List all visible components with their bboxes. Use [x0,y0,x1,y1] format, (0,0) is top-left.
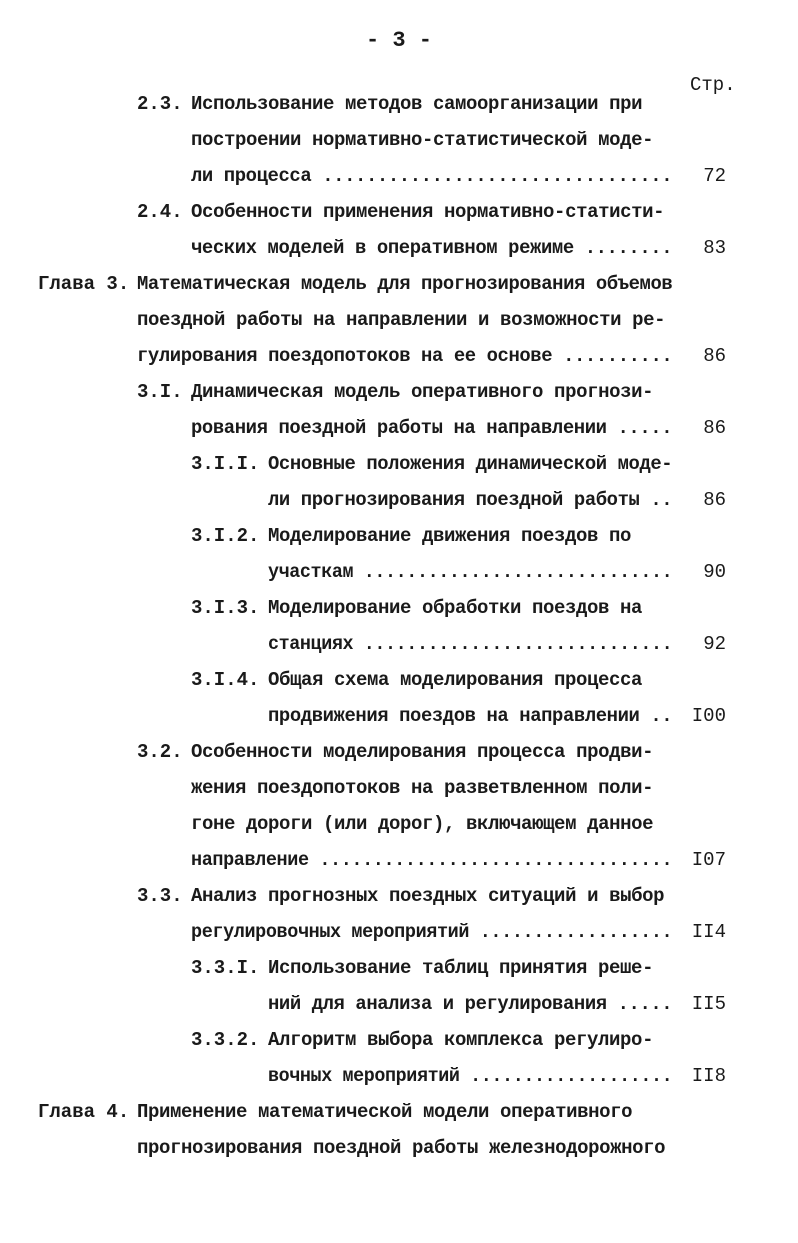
toc-entry-text: построении нормативно-статистической моде- [191,129,654,151]
toc-entry-text: продвижения поездов на направлении .. [268,705,673,727]
toc-entry-text: вочных мероприятий ................... [268,1065,673,1087]
toc-section-number: 3.I.2. [191,525,260,547]
toc-entry-text: ли прогнозирования поездной работы .. [268,489,673,511]
toc-page-number: 72 [703,165,726,187]
toc-entry-text: Анализ прогнозных поездных ситуаций и выбор [191,885,665,907]
toc-page-number: 86 [703,489,726,511]
toc-entry-text: ческих моделей в оперативном режиме ........ [191,237,673,259]
toc-section-number: 3.3.2. [191,1029,260,1051]
toc-entry-text: направление ................................. [191,849,673,871]
toc-section-number: 3.I.3. [191,597,260,619]
toc-page-number: 90 [703,561,726,583]
toc-entry-text: участкам ............................. [268,561,673,583]
toc-entry-text: жения поездопотоков на разветвленном поли- [191,777,654,799]
toc-entry-text: Математическая модель для прогнозирования объемов [137,273,673,295]
toc-section-number: 3.2. [137,741,183,763]
toc-section-number: 3.I.I. [191,453,260,475]
toc-entry-text: Использование методов самоорганизации при [191,93,643,115]
toc-page-number: I07 [691,849,726,871]
toc-entry-text: прогнозирования поездной работы железнодорожного [137,1137,666,1159]
toc-entry-text: Применение математической модели оперативного [137,1101,633,1123]
toc-entry-text: Особенности применения нормативно-статисти- [191,201,665,223]
toc-entry-text: ли процесса ................................ [191,165,673,187]
toc-entry-text: Динамическая модель оперативного прогнози- [191,381,654,403]
toc-section-number: 2.4. [137,201,183,223]
toc-entry-text: станциях ............................. [268,633,673,655]
toc-entry-text: Моделирование движения поездов по [268,525,632,547]
toc-entry-text: гулирования поездопотоков на ее основе .......... [137,345,673,367]
toc-entry-text: ний для анализа и регулирования ..... [268,993,673,1015]
toc-page-number: II4 [691,921,726,943]
toc-entry-text: Основные положения динамической моде- [268,453,673,475]
toc-entry-text: Моделирование обработки поездов на [268,597,643,619]
toc-section-number: 3.I.4. [191,669,260,691]
toc-section-number: 2.3. [137,93,183,115]
toc-section-number: Глава 4. [38,1101,130,1123]
toc-entry-text: Общая схема моделирования процесса [268,669,643,691]
page-number: - 3 - [365,28,432,53]
toc-section-number: 3.I. [137,381,183,403]
toc-entry-text: регулировочных мероприятий .................. [191,921,673,943]
toc-page-number: 92 [703,633,726,655]
toc-page-number: II5 [691,993,726,1015]
toc-entry-text: гоне дороги (или дорог), включающем данное [191,813,654,835]
toc-page-number: II8 [691,1065,726,1087]
toc-page-number: 86 [703,417,726,439]
page-column-label: Стр. [690,74,736,96]
toc-entry-text: Использование таблиц принятия реше- [268,957,654,979]
toc-entry-text: рования поездной работы на направлении ..... [191,417,673,439]
toc-section-number: 3.3. [137,885,183,907]
toc-page-number: 86 [703,345,726,367]
toc-entry-text: поездной работы на направлении и возможности ре- [137,309,666,331]
toc-entry-text: Алгоритм выбора комплекса регулиро- [268,1029,654,1051]
toc-section-number: Глава 3. [38,273,130,295]
toc-section-number: 3.3.I. [191,957,260,979]
toc-page-number: I00 [691,705,726,727]
toc-entry-text: Особенности моделирования процесса продви- [191,741,654,763]
toc-page-number: 83 [703,237,726,259]
